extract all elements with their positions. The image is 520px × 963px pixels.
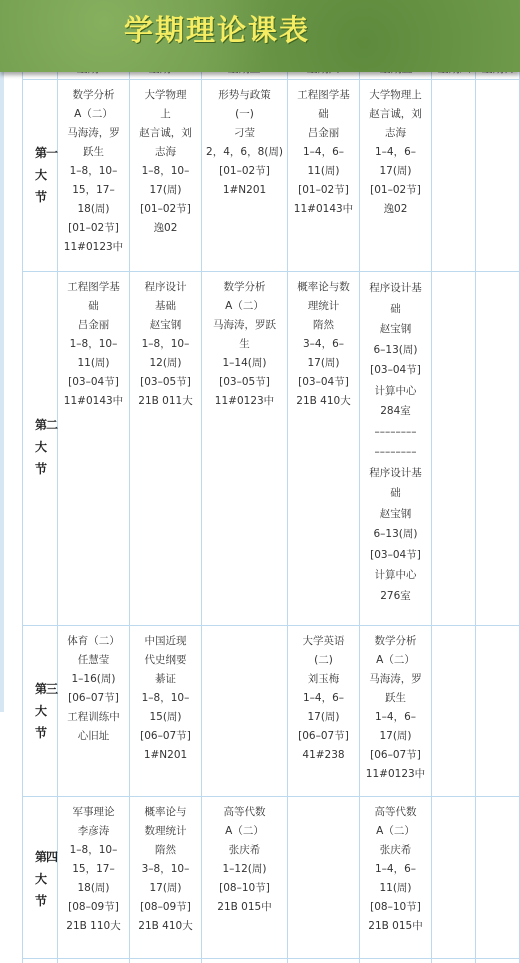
course-cell-r3-mon[interactable] xyxy=(58,632,129,746)
course-cell-line: [01–02节] xyxy=(219,165,270,177)
course-cell-line: [08–10节] xyxy=(219,882,270,894)
course-cell-line: 11#0143中 xyxy=(293,203,354,215)
course-cell-line: [06–07节] xyxy=(68,692,119,704)
course-cell-line: 3–4，6– xyxy=(302,338,345,350)
course-cell-line: 理统计 xyxy=(307,300,340,312)
course-cell-line: 18(周) xyxy=(77,203,110,215)
course-cell-r3-thu[interactable] xyxy=(288,632,359,765)
course-cell-line: [06–07节] xyxy=(370,749,421,761)
course-cell-r4-wed[interactable] xyxy=(202,803,287,917)
course-cell-line: 1–4，6– xyxy=(302,146,345,158)
course-cell-line: 础 xyxy=(390,302,401,315)
left-edge-strip xyxy=(0,72,4,712)
course-cell-line: 1–8，10– xyxy=(69,165,118,177)
course-cell-line: 1–8，10– xyxy=(69,338,118,350)
course-cell-line: 17(周) xyxy=(307,711,340,723)
course-cell-line: [03–04节] xyxy=(370,548,421,561)
course-cell-line: 17(周) xyxy=(379,730,412,742)
course-cell-line: 21B 015中 xyxy=(368,920,423,932)
course-cell-r2-fri[interactable] xyxy=(360,278,431,606)
course-cell-line: 17(周) xyxy=(307,357,340,369)
course-cell-line: 吕金丽 xyxy=(77,319,110,331)
course-cell-line: 志海 xyxy=(155,146,176,158)
course-cell-line: 1–4，6– xyxy=(374,711,417,723)
course-cell-line: 1–4，6– xyxy=(302,692,345,704)
course-cell-line: 41#238 xyxy=(302,749,345,761)
course-cell-line: 12(周) xyxy=(149,357,182,369)
course-cell-line: 数学分析 xyxy=(374,635,417,647)
course-cell-line: 1–8，10– xyxy=(141,165,190,177)
course-cell-line: [03–05节] xyxy=(219,376,270,388)
course-cell-line: A（二） xyxy=(376,825,415,837)
course-cell-r1-wed[interactable] xyxy=(202,86,287,200)
course-cell-line: 赵言诚，刘 xyxy=(369,108,422,120)
course-cell-line: 15，17– xyxy=(72,184,115,196)
course-cell-line: 上 xyxy=(160,108,171,120)
row-label-2: 第 二 大 节 xyxy=(34,418,59,476)
course-cell-line: 程序设计基 xyxy=(369,282,422,294)
course-cell-line: 逸02 xyxy=(383,203,408,215)
course-cell-line: 刘玉梅 xyxy=(307,673,340,685)
course-cell-line: [01–02节] xyxy=(140,203,191,215)
course-cell-line: 大学物理上 xyxy=(369,89,422,101)
course-cell-line: 隋然 xyxy=(313,319,334,331)
course-cell-line: 程序设计 xyxy=(144,281,187,293)
course-cell-line: [08–09节] xyxy=(68,901,119,913)
course-cell-line: 15，17– xyxy=(72,863,115,875)
course-cell-line: 17(周) xyxy=(149,882,182,894)
course-cell-line: 高等代数 xyxy=(223,806,266,818)
course-cell-r1-thu[interactable] xyxy=(288,86,359,219)
course-cell-line: 础 xyxy=(88,300,99,312)
course-cell-line: 1–12(周) xyxy=(222,863,267,875)
course-cell-line: 代史纲要 xyxy=(144,654,187,666)
course-cell-line: 刁莹 xyxy=(234,127,255,139)
course-cell-line: 11#0143中 xyxy=(63,395,124,407)
course-cell-line: 跃生 xyxy=(385,692,406,704)
grid-line xyxy=(22,958,520,959)
course-cell-line: 1#N201 xyxy=(143,749,188,761)
grid-line xyxy=(22,79,520,80)
course-cell-line: 11#0123中 xyxy=(63,241,124,253)
course-cell-line: 中国近现 xyxy=(144,635,187,647)
course-cell-line: 数学分析 xyxy=(72,89,115,101)
course-cell-line: 计算中心 xyxy=(374,384,417,397)
course-cell-line: 6–13(周) xyxy=(373,528,418,540)
course-cell-line: [01–02节] xyxy=(68,222,119,234)
course-cell-line: 数理统计 xyxy=(144,825,187,837)
course-cell-line: 6–13(周) xyxy=(373,343,418,356)
course-cell-line: 21B 110大 xyxy=(66,920,121,932)
course-cell-line: 吕金丽 xyxy=(307,127,340,139)
course-cell-line: 数学分析 xyxy=(223,281,266,293)
course-cell-line: [03–04节] xyxy=(298,376,349,388)
course-cell-line: 体育（二） xyxy=(67,635,120,647)
course-cell-line: 11(周) xyxy=(379,882,412,894)
page-title: 学期理论课表 xyxy=(124,13,311,47)
course-cell-line: [01–02节] xyxy=(298,184,349,196)
course-cell-line: 计算中心 xyxy=(374,569,417,581)
course-cell-r4-fri[interactable] xyxy=(360,803,431,936)
row-label-3: 第 三 大 节 xyxy=(34,682,59,740)
grid-line xyxy=(22,271,520,272)
course-cell-line: 21B 011大 xyxy=(138,395,193,407)
course-cell-line: 1#N201 xyxy=(222,184,267,196)
course-cell-line: A（二） xyxy=(225,300,264,312)
course-cell-line: 11(周) xyxy=(77,357,110,369)
course-cell-line: 张庆希 xyxy=(379,844,412,856)
course-cell-line: 赵宝钢 xyxy=(149,319,182,331)
course-cell-line: 高等代数 xyxy=(374,806,417,818)
course-cell-r2-mon[interactable] xyxy=(58,278,129,411)
course-cell-line: (一) xyxy=(235,108,254,120)
course-cell-line: [08–09节] xyxy=(140,901,191,913)
course-cell-line: 心旧址 xyxy=(77,730,110,742)
course-cell-line: [03–04节] xyxy=(370,364,421,376)
course-cell-line: 276室 xyxy=(380,589,411,602)
course-cell-line: 大学英语 xyxy=(302,635,345,647)
course-cell-line: 逸02 xyxy=(153,222,178,234)
course-cell-line: 1–16(周) xyxy=(71,673,116,685)
course-cell-line: 3–8，10– xyxy=(141,863,190,875)
course-cell-line: 17(周) xyxy=(149,184,182,196)
course-cell-r2-wed[interactable] xyxy=(202,278,287,411)
course-cell-line: 11#0123中 xyxy=(214,395,275,407)
course-cell-line: 形势与政策 xyxy=(218,89,271,101)
course-cell-line: 跃生 xyxy=(83,146,104,158)
course-cell-line: 程序设计基 xyxy=(369,466,422,479)
course-cell-line: 赵宝钢 xyxy=(379,507,412,520)
course-cell-line: 2，4，6，8(周) xyxy=(206,146,283,158)
course-cell-line: 21B 410大 xyxy=(138,920,193,932)
course-cell-r4-tue[interactable] xyxy=(130,803,201,936)
title-banner xyxy=(0,0,520,72)
course-cell-line: 隋然 xyxy=(155,844,176,856)
course-cell-line: 赵言诚，刘 xyxy=(139,127,192,139)
course-cell-line: 15(周) xyxy=(149,711,182,723)
course-cell-line: 概率论与数 xyxy=(297,281,350,293)
course-cell-line: 马海涛，罗 xyxy=(67,127,120,139)
course-cell-line: [03–05节] xyxy=(140,376,191,388)
course-cell-line: 17(周) xyxy=(379,165,412,177)
course-cell-r1-mon[interactable] xyxy=(58,86,129,257)
course-cell-line: 工程训练中 xyxy=(67,711,120,723)
course-cell-line: 大学物理 xyxy=(144,89,187,101)
course-cell-line: 11(周) xyxy=(307,165,340,177)
grid-line xyxy=(22,796,520,797)
course-cell-line: 础 xyxy=(318,108,329,120)
course-cell-line: [03–04节] xyxy=(68,376,119,388)
course-cell-line: (二) xyxy=(314,654,333,666)
course-cell-line: 志海 xyxy=(385,127,406,139)
course-cell-line: A（二） xyxy=(74,108,113,120)
course-cell-line: 工程图学基 xyxy=(297,89,350,101)
course-cell-line: 马海涛，罗跃 xyxy=(213,319,276,331)
course-cell-line: [08–10节] xyxy=(370,901,421,913)
course-cell-line: 军事理论 xyxy=(72,806,115,818)
row-label-1: 第 一 大 节 xyxy=(34,146,59,204)
course-cell-line: 础 xyxy=(390,487,401,499)
course-cell-r3-tue[interactable] xyxy=(130,632,201,765)
grid-line xyxy=(431,72,432,963)
course-cell-line: 赵宝钢 xyxy=(379,323,412,335)
row-label-4: 第 四 大 节 xyxy=(34,850,59,908)
course-cell-line: 李彦涛 xyxy=(77,825,110,837)
course-cell-r1-tue[interactable] xyxy=(130,86,201,238)
course-cell-line: –––––––– xyxy=(374,425,417,438)
course-cell-r2-tue[interactable] xyxy=(130,278,201,411)
course-cell-line: 生 xyxy=(239,338,250,350)
course-cell-line: –––––––– xyxy=(374,446,417,458)
grid-line xyxy=(22,72,23,963)
course-cell-line: 工程图学基 xyxy=(67,281,120,293)
course-cell-line: 任慧莹 xyxy=(77,654,110,666)
course-cell-r4-mon[interactable] xyxy=(58,803,129,936)
course-cell-line: 概率论与 xyxy=(144,806,187,818)
course-cell-line: 1–4，6– xyxy=(374,146,417,158)
course-cell-line: 284室 xyxy=(380,405,411,417)
course-cell-r3-fri[interactable] xyxy=(360,632,431,784)
course-cell-line: 1–8，10– xyxy=(141,338,190,350)
course-cell-line: 11#0123中 xyxy=(365,768,426,780)
grid-line xyxy=(475,72,476,963)
course-cell-line: 綦证 xyxy=(155,673,176,685)
course-cell-line: 1–8，10– xyxy=(141,692,190,704)
course-cell-line: [06–07节] xyxy=(140,730,191,742)
course-cell-line: 张庆希 xyxy=(228,844,261,856)
grid-line xyxy=(22,625,520,626)
course-cell-line: [01–02节] xyxy=(370,184,421,196)
course-cell-r1-fri[interactable] xyxy=(360,86,431,219)
course-cell-r2-thu[interactable] xyxy=(288,278,359,411)
course-cell-line: 马海涛，罗 xyxy=(369,673,422,685)
course-cell-line: [06–07节] xyxy=(298,730,349,742)
course-cell-line: 1–4，6– xyxy=(374,863,417,875)
course-cell-line: A（二） xyxy=(376,654,415,666)
course-cell-line: 1–14(周) xyxy=(222,357,267,369)
course-cell-line: 基础 xyxy=(155,300,176,312)
course-cell-line: 21B 410大 xyxy=(296,395,351,407)
course-cell-line: 21B 015中 xyxy=(217,901,272,913)
course-cell-line: 1–8，10– xyxy=(69,844,118,856)
course-cell-line: A（二） xyxy=(225,825,264,837)
course-cell-line: 18(周) xyxy=(77,882,110,894)
